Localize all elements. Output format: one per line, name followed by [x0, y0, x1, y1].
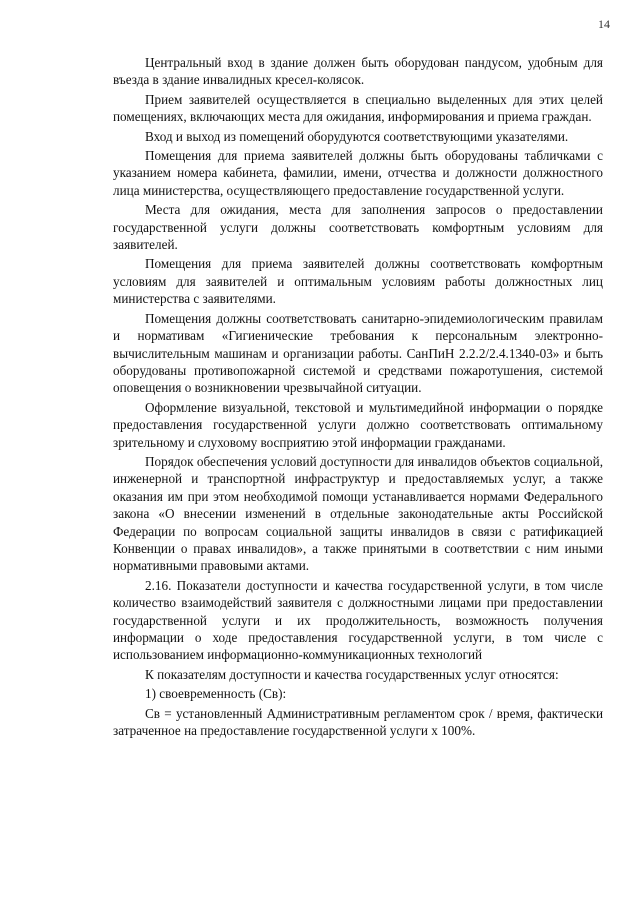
paragraph-information-design: Оформление визуальной, текстовой и мультимедийной информации о порядке предоставления государственной услуги должно соответствовать оптимальному зрительному и слуховому восприятию этой информации гражданами. [113, 399, 603, 450]
paragraph-timeliness-item: 1) своевременность (Св): [145, 686, 287, 702]
paragraph-quality-indicators: К показателям доступности и качества государственных услуг относятся: [145, 666, 559, 682]
paragraph-entrance-signs: Вход и выход из помещений оборудуются соответствующими указателями. [145, 128, 569, 144]
paragraph-sanitary-rules: Помещения должны соответствовать санитарно-эпидемиологическим правилам и нормативам «Гигиенические требования к персональным электронно-вычислительным машинам и организации работы. СанПиН 2.2.2/2.4.1340-03» и быть оборудованы противопожарной системой и средствами пожаротушения, системой оповещения о возникновении чрезвычайной ситуации. [113, 310, 603, 396]
document-body [113, 54, 603, 741]
paragraph-timeliness-formula: Св = установленный Административным регламентом срок / время, фактически затраченное на предоставление государственной услуги x 100%. [113, 705, 603, 739]
paragraph-central-entrance: Центральный вход в здание должен быть оборудован пандусом, удобным для въезда в здание инвалидных кресел-колясок. [113, 55, 603, 88]
paragraph-office-plates: Помещения для приема заявителей должны быть оборудованы табличками с указанием номера кабинета, фамилии, имени, отчества и должности должностного лица министерства, осуществляющего предоставление государственной услуги. [113, 148, 603, 198]
page-number: 14 [598, 17, 610, 31]
paragraph-waiting-areas: Места для ожидания, места для заполнения запросов о предоставлении государственной услуги должны соответствовать комфортным условиям для заявителей. [113, 202, 603, 253]
paragraph-comfort-conditions: Помещения для приема заявителей должны соответствовать комфортным условиям для заявителей и оптимальным условиям работы должностных лиц министерства с заявителями. [113, 256, 603, 307]
paragraph-section-2-16: 2.16. Показатели доступности и качества государственной услуги, в том числе количество взаимодействий заявителя с должностными лицами при предоставлении государственной услуги и их продолжительность, возможность получения информации о ходе предоставления государственной услуги, в том числе с использованием информационно-коммуникационных технологий [113, 577, 603, 663]
paragraph-reception-premises: Прием заявителей осуществляется в специально выделенных для этих целей помещениях, включающих места для ожидания, информирования и приема граждан. [113, 91, 603, 125]
paragraph-accessibility-order: Порядок обеспечения условий доступности для инвалидов объектов социальной, инженерной и транспортной инфраструктур и предоставляемых услуг, а также оказания им при этом необходимой помощи устанавливается нормами Федерального закона «О внесении изменений в отдельные законодательные акты Российской Федерации по вопросам социальной защиты инвалидов в связи с ратификацией Конвенции о правах инвалидов», а также принятыми в соответствии с ним иными нормативными правовыми актами. [113, 453, 603, 574]
